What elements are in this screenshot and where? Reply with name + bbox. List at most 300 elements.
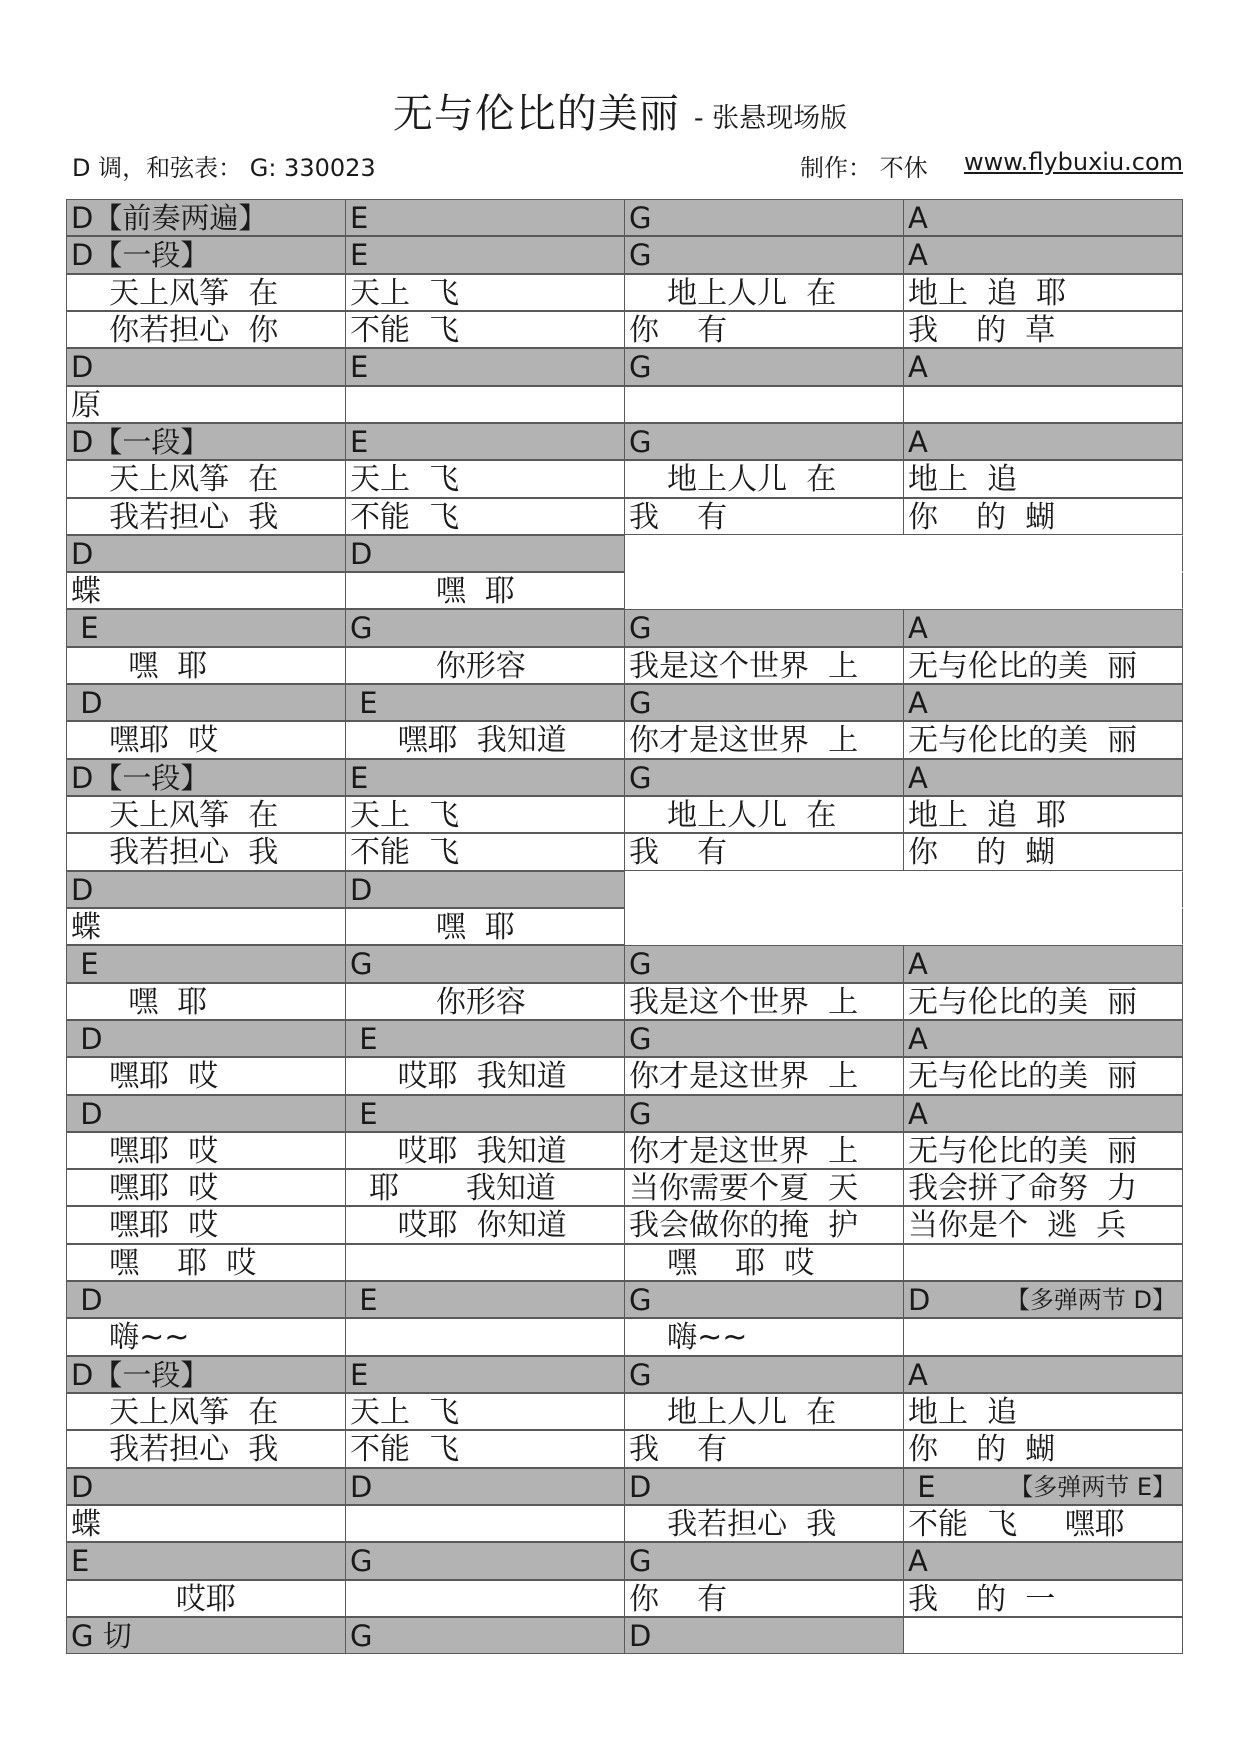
chord-cell (903, 1281, 1183, 1318)
chord-label: D (629, 1469, 652, 1504)
lyric-text: 嘿耶 哎 (71, 723, 219, 759)
chord-cell (903, 1542, 1183, 1579)
chord-cell (903, 535, 1183, 572)
chord-cell (345, 1020, 625, 1057)
song-title: 无与伦比的美丽 (392, 91, 680, 137)
chord-label: G (350, 611, 373, 646)
chord-label: G (629, 947, 652, 982)
chord-cell (66, 1095, 346, 1132)
lyric-cell (345, 796, 625, 833)
chord-label: E (350, 350, 369, 385)
lyric-text: 天上 飞 (350, 798, 460, 833)
chord-label: D【前奏两遍】 (71, 201, 268, 235)
lyric-text: 我若担心 我 (71, 835, 279, 871)
chord-label: E (350, 1283, 378, 1318)
chord-cell (345, 1095, 625, 1132)
lyric-row (66, 1132, 1182, 1169)
chord-label: E (71, 1544, 90, 1579)
chord-cell (624, 1468, 904, 1505)
lyric-text: 地上 追 (908, 1395, 1018, 1430)
lyric-row (66, 796, 1182, 833)
chord-label: G 切 (71, 1618, 132, 1653)
author-credit: 制作： 不休 (800, 154, 928, 182)
chord-cell (624, 1542, 904, 1579)
chord-label: D (71, 1283, 103, 1318)
lyric-cell (624, 647, 904, 684)
chord-label: D (350, 536, 373, 571)
chord-cell (345, 199, 625, 236)
chord-cell (66, 1281, 346, 1318)
chord-label: G (629, 424, 652, 459)
chord-label: E (350, 201, 369, 235)
chord-label: E (350, 1357, 369, 1392)
lyric-cell (66, 1132, 346, 1169)
lyric-row (66, 460, 1182, 497)
lyric-text: 我 的 一 (908, 1581, 1056, 1617)
chord-label: G (629, 350, 652, 385)
lyric-cell (624, 1169, 904, 1206)
chord-label: E (350, 1021, 378, 1056)
lyric-text: 无与伦比的美 丽 (908, 1059, 1138, 1095)
lyric-cell (66, 1169, 346, 1206)
lyric-cell (345, 1132, 625, 1169)
lyric-cell (624, 498, 904, 535)
chord-cell (624, 945, 904, 982)
chord-cell (345, 1281, 625, 1318)
chord-cell (624, 199, 904, 236)
lyric-cell (345, 908, 625, 945)
chord-cell (903, 945, 1183, 982)
lyric-text: 哎耶 你知道 (350, 1208, 567, 1244)
lyric-cell (624, 833, 904, 870)
lyric-text: 我若担心 我 (71, 1432, 279, 1468)
lyric-row (66, 274, 1182, 311)
chord-label: D (71, 536, 94, 571)
lyric-cell (66, 833, 346, 870)
chord-row (66, 535, 1182, 572)
lyric-cell (903, 572, 1183, 609)
lyric-cell (903, 983, 1183, 1020)
chord-cell (903, 1617, 1183, 1654)
lyric-text: 地上人儿 在 (629, 275, 837, 311)
lyric-cell (345, 572, 625, 609)
chord-label: E (71, 947, 99, 982)
chord-cell (345, 1617, 625, 1654)
chord-cell (66, 1020, 346, 1057)
chord-label: G (629, 611, 652, 646)
lyric-cell (903, 386, 1183, 423)
lyric-cell (66, 498, 346, 535)
chord-row (66, 1542, 1182, 1579)
lyric-row (66, 1318, 1182, 1355)
lyric-row (66, 647, 1182, 684)
lyric-text: 嘿耶 哎 (71, 1208, 219, 1244)
lyric-text: 嘿 耶 (71, 984, 208, 1020)
lyric-cell (624, 1505, 904, 1542)
lyric-cell (903, 1430, 1183, 1467)
lyric-text: 嘿 耶 (350, 574, 515, 610)
lyric-cell (624, 908, 904, 945)
chord-cell (345, 535, 625, 572)
lyric-text: 你 的 蝴 (908, 499, 1056, 535)
lyric-cell (66, 1505, 346, 1542)
lyric-cell (66, 460, 346, 497)
lyric-cell (345, 386, 625, 423)
chord-cell (624, 759, 904, 796)
lyric-text: 你若担心 你 (71, 312, 279, 348)
lyric-text: 你 有 (629, 1581, 728, 1617)
chord-cell (903, 684, 1183, 721)
lyric-text: 我是这个世界 上 (629, 984, 859, 1020)
lyric-cell (903, 311, 1183, 348)
lyric-cell (903, 721, 1183, 758)
lyric-cell (345, 498, 625, 535)
chord-row (66, 1468, 1182, 1505)
lyric-cell (624, 1244, 904, 1281)
lyric-text: 你 有 (629, 312, 728, 348)
chord-label: D (71, 872, 94, 907)
chord-label: E (350, 760, 369, 795)
chord-cell (903, 1356, 1183, 1393)
lyric-text: 不能 飞 (350, 312, 460, 348)
lyric-text: 嗨~~ (71, 1320, 190, 1356)
lyric-row (66, 386, 1182, 423)
lyric-cell (624, 274, 904, 311)
chord-label: G (350, 1618, 373, 1653)
lyric-row (66, 908, 1182, 945)
lyric-cell (66, 721, 346, 758)
chord-label: E (71, 611, 99, 646)
lyric-cell (66, 1580, 346, 1617)
lyric-text: 嘿耶 我知道 (350, 723, 567, 759)
chord-label: D (908, 1283, 931, 1318)
lyric-cell (903, 1505, 1183, 1542)
lyric-cell (345, 1244, 625, 1281)
lyric-cell (903, 1057, 1183, 1094)
chord-cell (66, 759, 346, 796)
chord-cell (624, 684, 904, 721)
lyric-cell (66, 1206, 346, 1243)
lyric-text: 我 有 (629, 835, 728, 871)
chord-label: A (908, 760, 928, 795)
lyric-row (66, 1430, 1182, 1467)
lyric-row (66, 1393, 1182, 1430)
chord-sheet (66, 199, 1182, 1654)
chord-cell (624, 1617, 904, 1654)
lyric-cell (345, 1057, 625, 1094)
chord-label: D (71, 686, 103, 721)
lyric-row (66, 833, 1182, 870)
chord-label: A (908, 947, 928, 982)
chord-label: D【一段】 (71, 1357, 210, 1392)
chord-cell (624, 1356, 904, 1393)
chord-label: G (629, 1283, 652, 1318)
lyric-text: 嘿 耶 哎 (71, 1245, 257, 1281)
chord-label: A (908, 1357, 928, 1392)
chord-cell (66, 1617, 346, 1654)
chord-label: A (908, 611, 928, 646)
chord-label: G (629, 201, 652, 235)
lyric-cell (903, 1393, 1183, 1430)
chord-label: D (71, 1096, 103, 1131)
chord-cell (624, 236, 904, 273)
chord-label: A (908, 424, 928, 459)
chord-label: A (908, 1544, 928, 1579)
lyric-cell (624, 1057, 904, 1094)
chord-row (66, 1356, 1182, 1393)
chord-row (66, 1095, 1182, 1132)
lyric-cell (345, 1580, 625, 1617)
lyric-cell (624, 1206, 904, 1243)
lyric-cell (345, 1206, 625, 1243)
lyric-cell (66, 796, 346, 833)
chord-label: G (629, 1544, 652, 1579)
lyric-cell (66, 311, 346, 348)
lyric-cell (624, 1393, 904, 1430)
lyric-cell (624, 1132, 904, 1169)
chord-cell (624, 348, 904, 385)
chord-label: A (908, 1096, 928, 1131)
lyric-cell (345, 1169, 625, 1206)
lyric-text: 哎耶 我知道 (350, 1059, 567, 1095)
lyric-row (66, 721, 1182, 758)
lyric-row (66, 1244, 1182, 1281)
repeat-note: 【多弹两节 D】 (1005, 1286, 1176, 1315)
chord-cell (66, 535, 346, 572)
repeat-note: 【多弹两节 E】 (1009, 1472, 1176, 1501)
lyric-text: 不能 飞 (350, 499, 460, 535)
lyric-text: 我若担心 我 (629, 1506, 837, 1542)
lyric-cell (66, 572, 346, 609)
chord-cell (624, 423, 904, 460)
lyric-cell (345, 274, 625, 311)
lyric-text: 我会做你的掩 护 (629, 1208, 859, 1244)
chord-cell (624, 1281, 904, 1318)
lyric-cell (345, 460, 625, 497)
lyric-cell (345, 1393, 625, 1430)
chord-label: E (350, 238, 369, 273)
chord-cell (345, 236, 625, 273)
lyric-row (66, 1057, 1182, 1094)
lyric-text: 我 的 草 (908, 312, 1056, 348)
chord-cell (345, 871, 625, 908)
lyric-cell (903, 796, 1183, 833)
chord-label: A (908, 201, 928, 235)
chord-cell (66, 1542, 346, 1579)
chord-label: E (908, 1469, 936, 1504)
lyric-cell (66, 983, 346, 1020)
lyric-text: 嘿 耶 (350, 909, 515, 945)
lyric-text: 天上风筝 在 (71, 798, 279, 833)
chord-cell (903, 1095, 1183, 1132)
lyric-text: 你 的 蝴 (908, 1432, 1056, 1468)
lyric-cell (345, 1430, 625, 1467)
lyric-text: 嘿耶 哎 (71, 1059, 219, 1095)
chord-cell (624, 1020, 904, 1057)
chord-label: D (350, 872, 373, 907)
lyric-row (66, 572, 1182, 609)
chord-label: E (350, 1096, 378, 1131)
lyric-cell (66, 1430, 346, 1467)
lyric-cell (903, 1580, 1183, 1617)
lyric-cell (66, 1393, 346, 1430)
lyric-cell (624, 796, 904, 833)
lyric-text: 当你需要个夏 天 (629, 1171, 859, 1207)
lyric-cell (66, 908, 346, 945)
chord-row (66, 423, 1182, 460)
lyric-text: 你才是这世界 上 (629, 1133, 859, 1169)
lyric-cell (66, 386, 346, 423)
lyric-text: 天上风筝 在 (71, 462, 279, 498)
chord-row (66, 236, 1182, 273)
lyric-text: 地上人儿 在 (629, 1395, 837, 1430)
lyric-row (66, 1169, 1182, 1206)
lyric-cell (345, 1318, 625, 1355)
lyric-text: 蝶 (71, 909, 101, 945)
website-link[interactable]: www.flybuxiu.com (964, 148, 1184, 176)
chord-cell (66, 945, 346, 982)
lyric-text: 哎耶 (71, 1581, 236, 1617)
lyric-cell (624, 721, 904, 758)
lyric-text: 地上 追 耶 (908, 798, 1067, 833)
lyric-row (66, 498, 1182, 535)
lyric-cell (903, 908, 1183, 945)
chord-label: D【一段】 (71, 238, 210, 273)
chord-cell (345, 1468, 625, 1505)
lyric-row (66, 983, 1182, 1020)
lyric-cell (624, 983, 904, 1020)
lyric-row (66, 311, 1182, 348)
lyric-cell (66, 1244, 346, 1281)
lyric-cell (66, 647, 346, 684)
lyric-cell (903, 1206, 1183, 1243)
song-subtitle: - 张悬现场版 (693, 103, 848, 134)
lyric-cell (624, 460, 904, 497)
chord-cell (903, 759, 1183, 796)
chord-cell (66, 423, 346, 460)
chord-row (66, 1020, 1182, 1057)
chord-label: D (71, 350, 94, 385)
lyric-text: 我若担心 我 (71, 499, 279, 535)
chord-label: D【一段】 (71, 424, 210, 459)
chord-cell (903, 871, 1183, 908)
chord-label: E (350, 686, 378, 721)
chord-label: G (350, 1544, 373, 1579)
chord-label: G (629, 238, 652, 273)
lyric-row (66, 1505, 1182, 1542)
lyric-text: 地上人儿 在 (629, 798, 837, 833)
chord-cell (903, 1020, 1183, 1057)
lyric-cell (624, 386, 904, 423)
lyric-cell (624, 311, 904, 348)
chord-label: G (629, 1096, 652, 1131)
lyric-cell (903, 647, 1183, 684)
chord-cell (66, 348, 346, 385)
lyric-cell (903, 1318, 1183, 1355)
chord-cell (66, 1356, 346, 1393)
lyric-text: 天上 飞 (350, 462, 460, 498)
lyric-text: 你 的 蝴 (908, 835, 1056, 871)
chord-cell (903, 348, 1183, 385)
chord-label: A (908, 1021, 928, 1056)
chord-cell (903, 609, 1183, 646)
lyric-text: 我 有 (629, 499, 728, 535)
chord-label: D (350, 1469, 373, 1504)
lyric-cell (345, 311, 625, 348)
chord-cell (345, 348, 625, 385)
lyric-text: 嘿 耶 哎 (629, 1245, 815, 1281)
chord-row (66, 871, 1182, 908)
chord-row (66, 199, 1182, 236)
lyric-cell (66, 1318, 346, 1355)
lyric-text: 无与伦比的美 丽 (908, 1133, 1138, 1169)
lyric-cell (345, 833, 625, 870)
chord-cell (345, 609, 625, 646)
lyric-text: 哎耶 我知道 (350, 1133, 567, 1169)
chord-cell (66, 236, 346, 273)
lyric-text: 无与伦比的美 丽 (908, 984, 1138, 1020)
lyric-text: 蝶 (71, 1506, 101, 1542)
chord-label: A (908, 238, 928, 273)
lyric-cell (903, 1244, 1183, 1281)
lyric-cell (903, 1132, 1183, 1169)
chord-row (66, 945, 1182, 982)
lyric-text: 你形容 (350, 984, 526, 1020)
lyric-text: 我是这个世界 上 (629, 648, 859, 684)
chord-row (66, 348, 1182, 385)
chord-label: G (629, 686, 652, 721)
chord-label: D (71, 1021, 103, 1056)
chord-row (66, 1617, 1182, 1654)
chord-label: G (629, 760, 652, 795)
chord-cell (903, 1468, 1183, 1505)
chord-row (66, 759, 1182, 796)
lyric-text: 地上人儿 在 (629, 462, 837, 498)
lyric-text: 嘿耶 哎 (71, 1171, 219, 1207)
chord-cell (903, 423, 1183, 460)
chord-cell (345, 684, 625, 721)
lyric-cell (345, 721, 625, 758)
lyric-text: 嘿 耶 (71, 648, 208, 684)
chord-cell (66, 199, 346, 236)
chord-cell (66, 684, 346, 721)
lyric-cell (66, 1057, 346, 1094)
lyric-text: 天上 飞 (350, 1395, 460, 1430)
lyric-cell (624, 1430, 904, 1467)
lyric-text: 地上 追 (908, 462, 1018, 498)
chord-label: A (908, 686, 928, 721)
chord-label: G (629, 1357, 652, 1392)
chord-cell (903, 199, 1183, 236)
chord-cell (345, 759, 625, 796)
chord-row (66, 1281, 1182, 1318)
chord-label: E (350, 424, 369, 459)
chord-label: G (629, 1021, 652, 1056)
chord-label: D (71, 1469, 94, 1504)
lyric-row (66, 1580, 1182, 1617)
chord-row (66, 609, 1182, 646)
lyric-text: 我 有 (629, 1432, 728, 1468)
lyric-cell (903, 833, 1183, 870)
chord-cell (345, 1542, 625, 1579)
key-and-chord-info: D 调，和弦表： G: 330023 (72, 154, 376, 182)
chord-cell (624, 535, 904, 572)
lyric-text: 无与伦比的美 丽 (908, 648, 1138, 684)
lyric-row (66, 1206, 1182, 1243)
chord-row (66, 684, 1182, 721)
lyric-text: 无与伦比的美 丽 (908, 723, 1138, 759)
lyric-cell (903, 498, 1183, 535)
